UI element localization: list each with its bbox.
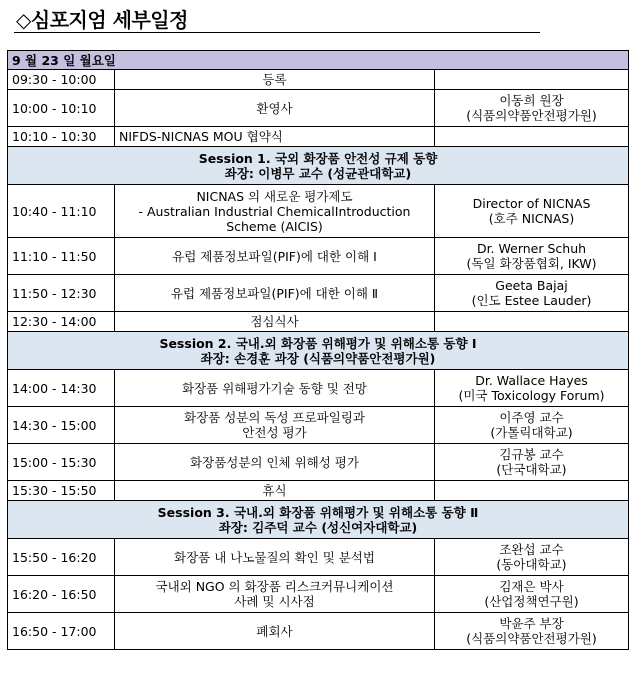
session-header: Session 1. 국외 화장품 안전성 규제 동향 좌장: 이병무 교수 (성균관대학교) [8,147,629,185]
topic-cell: 유럽 제품정보파일(PIF)에 대한 이해 Ⅰ [115,238,435,275]
topic-cell: 유럽 제품정보파일(PIF)에 대한 이해 Ⅱ [115,275,435,312]
speaker-cell: Director of NICNAS (호주 NICNAS) [435,185,629,238]
time-cell: 11:50 - 12:30 [8,275,115,312]
topic-cell: NICNAS 의 새로운 평가제도 - Australian Industrial ChemicalIntroduction Scheme (AICIS) [115,185,435,238]
speaker-cell [435,70,629,90]
topic-cell: NIFDS-NICNAS MOU 협약식 [115,127,435,147]
speaker-cell: 이주영 교수 (가톨릭대학교) [435,407,629,444]
time-cell: 14:30 - 15:00 [8,407,115,444]
speaker-cell [435,312,629,332]
schedule-row [8,370,629,407]
session-header: Session 3. 국내.외 화장품 위해평가 및 위해소통 동향 Ⅱ 좌장: 김주덕 교수 (성신여자대학교) [8,501,629,539]
schedule-row [8,576,629,613]
time-cell: 10:00 - 10:10 [8,90,115,127]
speaker-cell [435,127,629,147]
schedule-row [8,613,629,650]
topic-cell: 화장품 성분의 독성 프로파일링과 안전성 평가 [115,407,435,444]
speaker-cell: 김규봉 교수 (단국대학교) [435,444,629,481]
topic-cell: 화장품 내 나노물질의 확인 및 분석법 [115,539,435,576]
time-cell: 09:30 - 10:00 [8,70,115,90]
schedule-row [8,127,629,147]
page-title: ◇심포지엄 세부일정 [16,8,188,32]
speaker-cell: 박윤주 부장 (식품의약품안전평가원) [435,613,629,650]
session-header-row [8,501,629,539]
topic-cell: 휴식 [115,481,435,501]
schedule-row [8,312,629,332]
time-cell: 15:50 - 16:20 [8,539,115,576]
speaker-cell: 이동희 원장 (식품의약품안전평가원) [435,90,629,127]
schedule-row [8,539,629,576]
speaker-cell: Geeta Bajaj (인도 Estee Lauder) [435,275,629,312]
topic-cell: 화장품성분의 인체 위해성 평가 [115,444,435,481]
speaker-cell: 김재은 박사 (산업정책연구원) [435,576,629,613]
topic-cell: 국내외 NGO 의 화장품 리스크커뮤니케이션 사례 및 시사점 [115,576,435,613]
topic-cell: 폐회사 [115,613,435,650]
date-row [8,51,629,70]
time-cell: 10:10 - 10:30 [8,127,115,147]
schedule-row [8,185,629,238]
date-label: 9 월 23 일 월요일 [8,51,629,70]
topic-cell: 화장품 위해평가기술 동향 및 전망 [115,370,435,407]
session-header-row [8,147,629,185]
time-cell: 10:40 - 11:10 [8,185,115,238]
schedule-row [8,238,629,275]
schedule-row [8,407,629,444]
time-cell: 15:30 - 15:50 [8,481,115,501]
speaker-cell: 조완섭 교수 (동아대학교) [435,539,629,576]
time-cell: 15:00 - 15:30 [8,444,115,481]
schedule-table [7,50,629,650]
topic-cell: 점심식사 [115,312,435,332]
speaker-cell [435,481,629,501]
schedule-row [8,275,629,312]
time-cell: 12:30 - 14:00 [8,312,115,332]
speaker-cell: Dr. Wallace Hayes (미국 Toxicology Forum) [435,370,629,407]
time-cell: 14:00 - 14:30 [8,370,115,407]
schedule-row [8,481,629,501]
session-header-row [8,332,629,370]
time-cell: 11:10 - 11:50 [8,238,115,275]
title-underline [14,32,540,33]
topic-cell: 등록 [115,70,435,90]
time-cell: 16:50 - 17:00 [8,613,115,650]
schedule-row [8,90,629,127]
schedule-row [8,444,629,481]
schedule-row [8,70,629,90]
topic-cell: 환영사 [115,90,435,127]
time-cell: 16:20 - 16:50 [8,576,115,613]
speaker-cell: Dr. Werner Schuh (독일 화장품협회, IKW) [435,238,629,275]
session-header: Session 2. 국내.외 화장품 위해평가 및 위해소통 동향 Ⅰ 좌장: 손경훈 과장 (식품의약품안전평가원) [8,332,629,370]
